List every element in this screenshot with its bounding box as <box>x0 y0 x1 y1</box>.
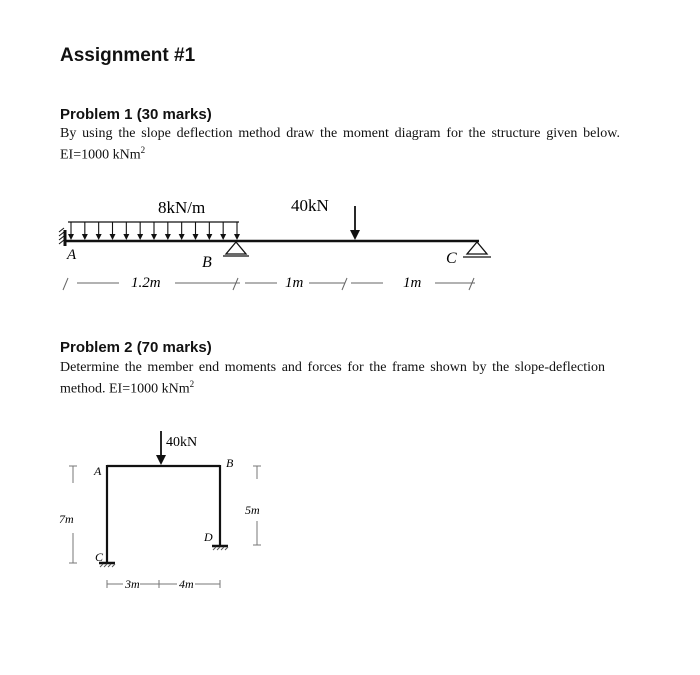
dim-3: 1m <box>403 275 422 291</box>
problem-2-superscript: 2 <box>189 379 195 389</box>
problem-1-statement-text: By using the slope deflection method draw the moment diagram for the structure given below. EI=1000 kNm <box>60 126 620 163</box>
udl-arrow-head <box>151 234 157 240</box>
udl-arrow-head <box>110 234 116 240</box>
udl-arrow-head <box>220 234 226 240</box>
fixed-support-a <box>59 228 65 246</box>
beam-figure <box>55 190 495 300</box>
fixed-support-d <box>212 546 228 550</box>
frame-label-c: C <box>95 550 104 564</box>
problem-2-statement-text: Determine the member end moments and forces for the frame shown by the slope-deflection method. EI=1000 kNm <box>60 360 605 397</box>
udl-arrow-head <box>123 234 129 240</box>
problem-1-superscript: 2 <box>140 145 146 155</box>
pin-support-b <box>223 242 249 256</box>
udl-arrow-head <box>96 234 102 240</box>
problem-2-statement <box>60 359 605 398</box>
udl-arrow-head <box>165 234 171 240</box>
roller-support-c <box>463 242 491 257</box>
frame-dim-span-right: 4m <box>179 577 194 591</box>
udl-arrow-head <box>137 234 143 240</box>
distributed-load <box>68 222 240 240</box>
udl-arrow-head <box>234 234 240 240</box>
dim-2: 1m <box>285 275 304 291</box>
frame-load-label: 40kN <box>166 435 198 450</box>
frame-label-d: D <box>204 530 213 544</box>
udl-arrow-head <box>206 234 212 240</box>
frame-point-load-arrow <box>156 431 166 465</box>
udl-arrow-head <box>82 234 88 240</box>
frame-members <box>107 465 220 563</box>
problem-2-heading: Problem 2 (70 marks) <box>60 339 212 356</box>
frame-label-a: A <box>94 464 102 478</box>
udl-arrow-head <box>193 234 199 240</box>
frame-figure <box>55 425 295 600</box>
dim-1: 1.2m <box>131 275 161 291</box>
label-b: B <box>202 254 212 271</box>
label-a: A <box>67 247 77 263</box>
udl-arrow-head <box>68 234 74 240</box>
frame-dimension-lines <box>69 466 261 588</box>
udl-label: 8kN/m <box>158 198 206 217</box>
assignment-title: Assignment #1 <box>60 45 196 66</box>
problem-1-statement <box>60 125 620 164</box>
frame-label-b: B <box>226 456 234 470</box>
problem-1-heading: Problem 1 (30 marks) <box>60 106 212 123</box>
point-load-arrow <box>350 206 360 240</box>
frame-dim-span-left: 3m <box>125 577 140 591</box>
udl-arrow-head <box>179 234 185 240</box>
frame-dim-right-height: 5m <box>245 503 260 517</box>
frame-dim-left-height: 7m <box>59 512 74 526</box>
label-c: C <box>446 250 457 267</box>
point-load-label: 40kN <box>291 196 329 215</box>
